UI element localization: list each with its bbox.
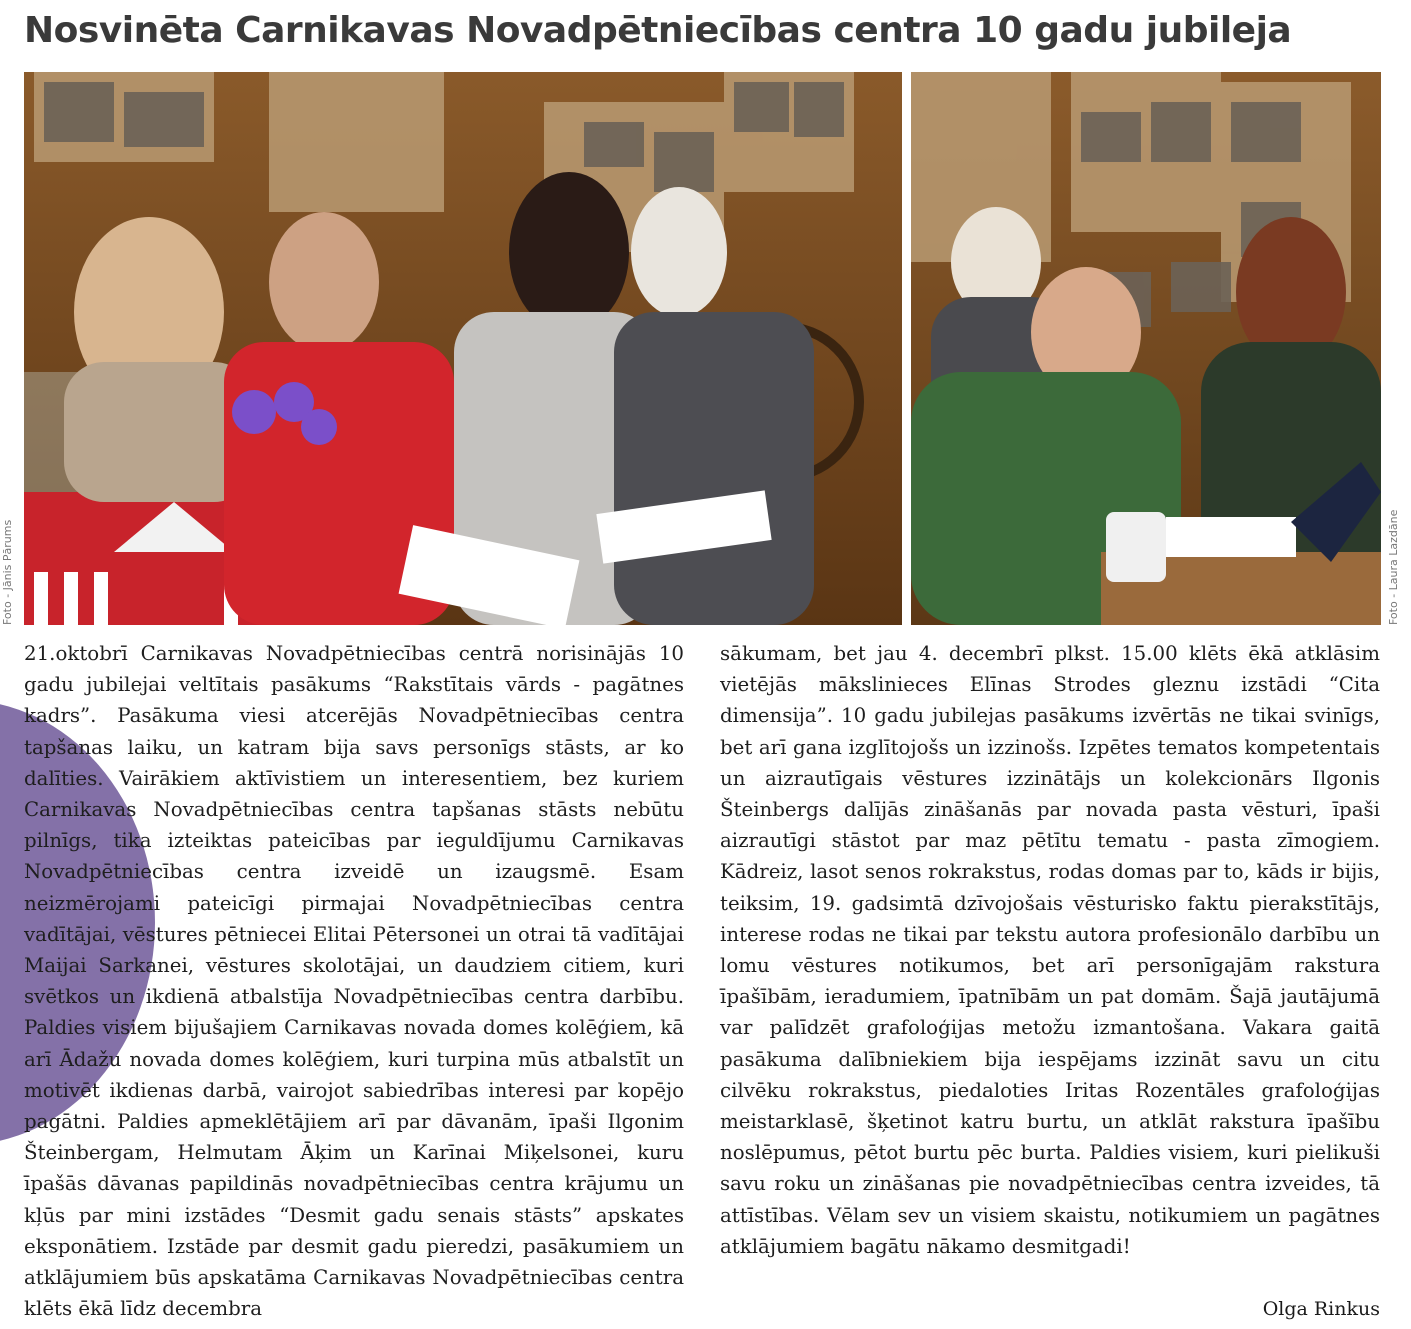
photo-credit-left: Foto - Jānis Pārums <box>1 519 14 625</box>
photo-credit-right: Foto - Laura Lazdāne <box>1387 509 1400 625</box>
article-author: Olga Rinkus <box>1262 1298 1380 1320</box>
event-photo-left <box>24 72 902 625</box>
article-title: Nosvinēta Carnikavas Novadpētniecības centra 10 gadu jubileja <box>24 10 1292 51</box>
event-photo-right <box>911 72 1381 625</box>
article-body-left: 21.oktobrī Carnikavas Novadpētniecības centrā norisinājās 10 gadu jubilejai veltītais pasākums “Rakstītais vārds - pagātnes kadrs”. Pasākuma viesi atcerējās Novadpētniecības centra tapšanas laiku, un katram bija savs personīgs stāsts, ar ko dalīties. Vairākiem aktīvistiem un interesentiem, bez kuriem Carnikavas Novadpētniecības centra tapšanas stāsts nebūtu pilnīgs, tika izteiktas pateicības par ieguldījumu Carnikavas Novadpētniecības centra izveidē un izaugsmē. Esam neizmērojami pateicīgi pirmajai Novadpētniecības centra vadītājai, vēstures pētniecei Elitai Pētersonei un otrai tā vadītājai Maijai Sarkanei, vēstures skolotājai, un daudziem citiem, kuri svētkos un ikdienā atbalstīja Novadpētniecības centra darbību. Paldies visiem bijušajiem Carnikavas novada domes kolēģiem, kā arī Ādažu novada domes kolēģiem, kuri turpina mūs atbalstīt un motivēt ikdienas darbā, vairojot sabiedrības interesi par kopējo pagātni. Paldies apmeklētājiem arī par dāvanām, īpaši Ilgonim Šteinbergam, Helmutam Āķim un Karīnai Miķelsonei, kuru īpašās dāvanas papildinās novadpētniecības centra krājumu un kļūs par mini izstādes “Desmit gadu senais stāsts” apskates eksponātiem. Izstāde par desmit gadu pieredzi, pasākumiem un atklājumiem būs apskatāma Carnikavas Novadpētniecības centra klēts ēkā līdz decembra <box>24 642 684 1321</box>
article-body-right: sākumam, bet jau 4. decembrī plkst. 15.00 klēts ēkā atklāsim vietējās mākslinieces Elīnas Strodes gleznu izstādi “Cita dimensija”. 10 gadu jubilejas pasākums izvērtās ne tikai svinīgs, bet arī gana izglītojošs un izzinošs. Izpētes tematos kompetentais un aizrautīgais vēstures izzinātājs un kolekcionārs Ilgonis Šteinbergs dalījās zināšanās par novada pasta vēsturi, īpaši aizrautīgi stāstot par maz pētītu tematu - pasta zīmogiem. Kādreiz, lasot senos rokrakstus, rodas domas par to, kāds ir bijis, teiksim, 19. gadsimtā dzīvojošais vēsturisko faktu pierakstītājs, interese rodas ne tikai par tekstu autora profesionālo darbību un lomu vēstures notikumos, bet arī personīgajām rakstura īpašībām, ieradumiem, īpatnībām un pat domām. Šajā jautājumā var palīdzēt grafoloģijas metožu izmantošana. Vakara gaitā pasākuma dalībniekiem bija iespējams izzināt savu un citu cilvēku rokrakstus, piedaloties Iritas Rozentāles grafoloģijas meistarklasē, šķetinot katru burtu, un atklāt rakstura īpašību noslēpumus, pētot burtu pēc burta. Paldies visiem, kuri pielikuši savu roku un zināšanas pie novadpētniecības centra izveides, tā attīstības. Vēlam sev un visiem skaistu, notikumiem un pagātnes atklājumiem bagātu nākamo desmitgadi! <box>720 642 1380 1258</box>
